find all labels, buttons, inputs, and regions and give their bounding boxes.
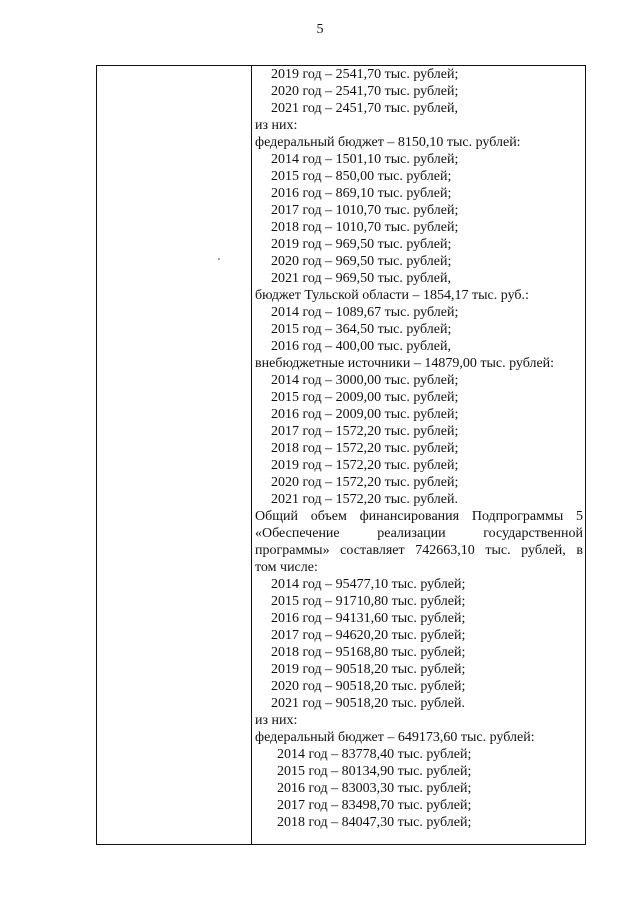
text-line: 2021 год – 969,50 тыс. рублей, bbox=[271, 271, 451, 286]
text-line: 2021 год – 90518,20 тыс. рублей. bbox=[271, 696, 465, 711]
text-line: федеральный бюджет – 649173,60 тыс. рублей: bbox=[255, 730, 535, 745]
text-line: федеральный бюджет – 8150,10 тыс. рублей: bbox=[255, 135, 521, 150]
scan-speck bbox=[218, 258, 220, 260]
column-divider bbox=[251, 66, 252, 844]
page-number: 5 bbox=[316, 22, 324, 37]
text-line: 2014 год – 1501,10 тыс. рублей; bbox=[271, 152, 459, 167]
text-line: из них: bbox=[255, 118, 298, 133]
text-line: 2014 год – 1089,67 тыс. рублей; bbox=[271, 305, 459, 320]
text-line: 2015 год – 91710,80 тыс. рублей; bbox=[271, 594, 466, 609]
text-line: 2017 год – 94620,20 тыс. рублей; bbox=[271, 628, 466, 643]
text-line: 2016 год – 869,10 тыс. рублей; bbox=[271, 186, 452, 201]
text-line: 2021 год – 2451,70 тыс. рублей, bbox=[271, 101, 458, 116]
text-line: 2018 год – 1010,70 тыс. рублей; bbox=[271, 220, 459, 235]
text-line: 2020 год – 2541,70 тыс. рублей; bbox=[271, 84, 459, 99]
text-line: 2014 год – 3000,00 тыс. рублей; bbox=[271, 373, 459, 388]
text-line: 2019 год – 969,50 тыс. рублей; bbox=[271, 237, 452, 252]
text-line: Общий объем финансирования Подпрограммы 5 bbox=[255, 509, 583, 524]
text-line: 2016 год – 94131,60 тыс. рублей; bbox=[271, 611, 466, 626]
text-line: 2015 год – 850,00 тыс. рублей; bbox=[271, 169, 452, 184]
text-line: 2014 год – 83778,40 тыс. рублей; bbox=[277, 747, 472, 762]
text-line: 2018 год – 95168,80 тыс. рублей; bbox=[271, 645, 466, 660]
text-line: 2019 год – 2541,70 тыс. рублей; bbox=[271, 67, 459, 82]
text-line: 2019 год – 90518,20 тыс. рублей; bbox=[271, 662, 466, 677]
text-line: 2015 год – 2009,00 тыс. рублей; bbox=[271, 390, 459, 405]
text-line: бюджет Тульской области – 1854,17 тыс. руб.: bbox=[255, 288, 529, 303]
text-line: «Обеспечение реализации государственной bbox=[255, 526, 583, 541]
text-line: 2016 год – 83003,30 тыс. рублей; bbox=[277, 781, 472, 796]
text-line: 2016 год – 2009,00 тыс. рублей; bbox=[271, 407, 459, 422]
text-line: из них: bbox=[255, 713, 298, 728]
text-line: 2015 год – 80134,90 тыс. рублей; bbox=[277, 764, 472, 779]
text-line: 2019 год – 1572,20 тыс. рублей; bbox=[271, 458, 459, 473]
text-line: том числе: bbox=[255, 560, 318, 575]
table-right-cell bbox=[255, 66, 583, 831]
text-line: 2017 год – 1010,70 тыс. рублей; bbox=[271, 203, 459, 218]
text-line: 2017 год – 1572,20 тыс. рублей; bbox=[271, 424, 459, 439]
text-line: 2018 год – 1572,20 тыс. рублей; bbox=[271, 441, 459, 456]
text-line: 2020 год – 969,50 тыс. рублей; bbox=[271, 254, 452, 269]
text-line: 2015 год – 364,50 тыс. рублей; bbox=[271, 322, 452, 337]
funding-table bbox=[96, 65, 586, 845]
text-line: 2016 год – 400,00 тыс. рублей, bbox=[271, 339, 451, 354]
text-line: 2020 год – 1572,20 тыс. рублей; bbox=[271, 475, 459, 490]
text-line: 2014 год – 95477,10 тыс. рублей; bbox=[271, 577, 466, 592]
text-line: 2021 год – 1572,20 тыс. рублей. bbox=[271, 492, 458, 507]
text-line: 2018 год – 84047,30 тыс. рублей; bbox=[277, 815, 472, 830]
text-line: 2020 год – 90518,20 тыс. рублей; bbox=[271, 679, 466, 694]
text-line: внебюджетные источники – 14879,00 тыс. рублей: bbox=[255, 356, 555, 371]
text-line: программы» составляет 742663,10 тыс. рублей, в bbox=[255, 543, 583, 558]
text-line: 2017 год – 83498,70 тыс. рублей; bbox=[277, 798, 472, 813]
